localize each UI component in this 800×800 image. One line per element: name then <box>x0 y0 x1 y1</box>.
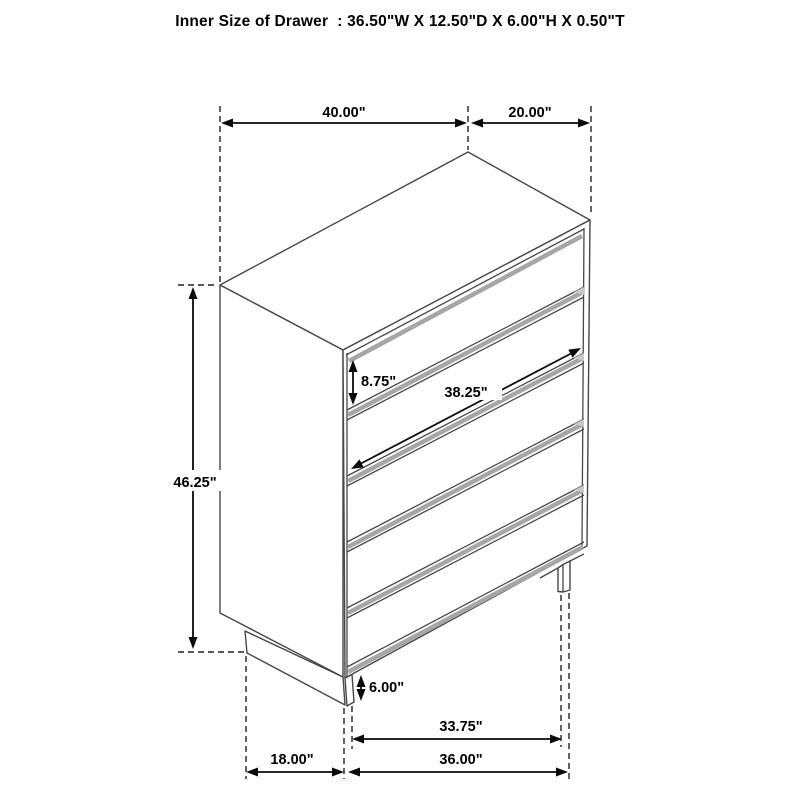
front-right-leg <box>558 561 570 592</box>
arrow-left <box>221 119 233 128</box>
dim-base-front-width <box>348 752 568 777</box>
arrow-right <box>578 119 590 128</box>
dim-label-leg-height: 6.00" <box>369 680 405 696</box>
arrow-down <box>189 637 198 649</box>
dim-overall-height <box>162 287 228 649</box>
dim-leg-height <box>357 675 405 701</box>
dim-label-base-inner-width: 33.75" <box>439 719 483 735</box>
dim-label-drawer-front-height: 8.75" <box>361 374 397 390</box>
arrow-down <box>357 689 366 701</box>
arrow-right <box>332 768 344 777</box>
arrow-left <box>348 768 360 777</box>
arrow-left <box>471 119 483 128</box>
dim-label-top-width: 40.00" <box>322 105 366 121</box>
cabinet-side-face <box>220 285 343 677</box>
arrow-right <box>455 119 467 128</box>
page-title: Inner Size of Drawer : 36.50"W X 12.50"D X 6.00"H X 0.50"T <box>175 13 625 30</box>
dim-label-overall-height: 46.25" <box>173 475 217 491</box>
front-left-leg <box>345 675 354 707</box>
dim-label-top-depth: 20.00" <box>508 105 552 121</box>
arrow-up <box>189 287 198 299</box>
arrow-left <box>246 768 258 777</box>
dim-label-drawer-front-width: 38.25" <box>444 385 488 401</box>
dim-label-base-side-depth: 18.00" <box>270 752 314 768</box>
dim-top-depth <box>471 105 590 128</box>
dim-top-width <box>221 105 467 128</box>
dim-base-inner-width <box>352 719 562 744</box>
arrow-right <box>556 768 568 777</box>
chest-drawing <box>220 152 590 706</box>
dim-label-base-front-width: 36.00" <box>439 752 483 768</box>
arrow-left <box>352 735 364 744</box>
arrow-right <box>550 735 562 744</box>
arrow-up <box>357 675 366 687</box>
dim-base-side-depth <box>246 752 344 777</box>
